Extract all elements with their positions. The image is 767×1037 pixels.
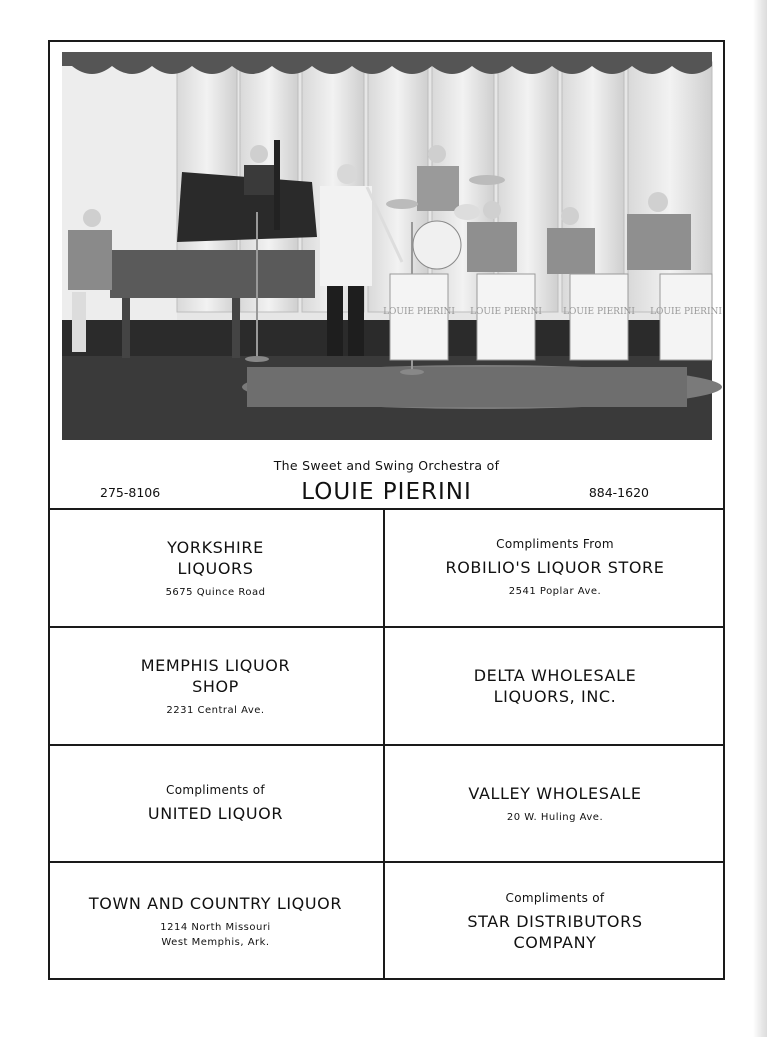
- ad-yorkshire-liquors: [48, 508, 385, 626]
- ad-name: MEMPHIS LIQUOR: [140, 655, 291, 675]
- ad-name: ROBILIO'S LIQUOR STORE: [445, 558, 665, 577]
- band-name: LOUIE PIERINI: [301, 479, 472, 505]
- ad-address: 2231 Central Ave.: [166, 704, 265, 716]
- orchestra-photo: [62, 52, 722, 440]
- ad-name: UNITED LIQUOR: [147, 804, 284, 823]
- ad-name: TOWN AND COUNTRY LIQUOR: [88, 894, 343, 913]
- ad-address: 20 W. Huling Ave.: [506, 811, 604, 823]
- ads-grid: [48, 508, 725, 980]
- phone-number-left: 275-8106: [100, 485, 161, 500]
- ad-address: West Memphis, Ark.: [161, 937, 270, 948]
- ad-name: STAR DISTRIBUTORS: [467, 911, 643, 931]
- ad-star-distributors-company: [385, 861, 725, 980]
- ad-delta-wholesale-liquors: [385, 626, 725, 744]
- ad-memphis-liquor-shop: [48, 626, 385, 744]
- stand-label-4: LOUIE PIERINI: [650, 307, 722, 317]
- ad-address: 2541 Poplar Ave.: [508, 586, 602, 597]
- ad-valley-wholesale: [385, 744, 725, 861]
- ad-name: LIQUORS: [177, 558, 254, 578]
- ad-name: VALLEY WHOLESALE: [468, 783, 642, 803]
- ad-name: YORKSHIRE: [167, 537, 264, 557]
- ad-prefix: Compliments of: [166, 783, 265, 797]
- ad-name: DELTA WHOLESALE: [473, 666, 637, 685]
- ad-prefix: Compliments From: [496, 537, 614, 551]
- ad-robilios-liquor-store: [385, 508, 725, 626]
- ad-name: SHOP: [192, 676, 239, 696]
- orchestra-header: [48, 448, 725, 510]
- stand-label-3: LOUIE PIERINI: [563, 307, 635, 317]
- ad-prefix: Compliments of: [505, 890, 605, 905]
- orchestra-tagline: The Sweet and Swing Orchestra of: [273, 458, 500, 473]
- ad-united-liquor: [48, 744, 385, 861]
- ad-address: 1214 North Missouri: [160, 922, 271, 933]
- ad-name: COMPANY: [513, 932, 597, 952]
- stand-label-1: LOUIE PIERINI: [383, 307, 455, 317]
- ad-town-and-country-liquor: [48, 861, 385, 980]
- page-edge-shadow: [753, 0, 767, 1037]
- stand-label-2: LOUIE PIERINI: [470, 307, 542, 317]
- ad-name: LIQUORS, INC.: [493, 687, 617, 706]
- ad-address: 5675 Quince Road: [165, 586, 266, 598]
- phone-number-right: 884-1620: [588, 485, 649, 500]
